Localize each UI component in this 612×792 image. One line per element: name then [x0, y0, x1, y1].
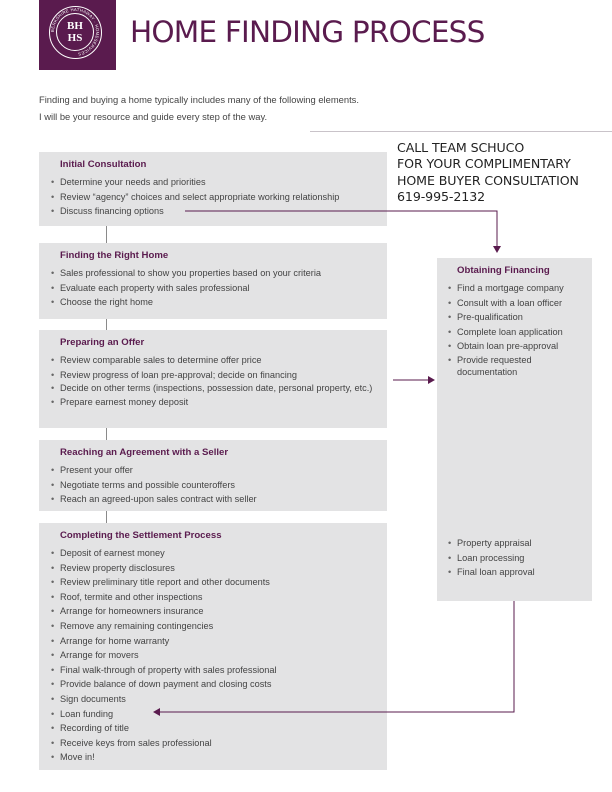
- page-title: HOME FINDING PROCESS: [130, 15, 485, 49]
- intro-text: Finding and buying a home typically includes many of the following elements. I will be your resource and guide every step of the way.: [39, 94, 359, 122]
- list-item: • Discuss financing options: [51, 204, 387, 219]
- list-item: • Sales professional to show you properties based on your criteria: [51, 266, 387, 281]
- list-item: • Review preliminary title report and other documents: [51, 575, 387, 590]
- list-item: • Move in!: [51, 750, 387, 765]
- list-item: • Loan processing: [448, 551, 535, 566]
- list-item: • Reach an agreed-upon sales contract with seller: [51, 492, 387, 507]
- list-item: • Arrange for movers: [51, 648, 387, 663]
- arrow-financing-to-loan-funding: [160, 601, 514, 712]
- list-item: • Review comparable sales to determine offer price: [51, 353, 376, 368]
- list-item: • Find a mortgage company: [448, 281, 586, 296]
- list-item: • Negotiate terms and possible counteroffers: [51, 478, 387, 493]
- list-item: • Property appraisal: [448, 536, 535, 551]
- list-item: • Arrange for homeowners insurance: [51, 604, 387, 619]
- phone-number[interactable]: 619-995-2132: [397, 188, 486, 204]
- section-heading: Preparing an Offer: [60, 337, 145, 348]
- section-heading: Finding the Right Home: [60, 250, 169, 261]
- arrowhead-left: [153, 708, 160, 716]
- list-item: • Review property disclosures: [51, 561, 387, 576]
- list-item: • Remove any remaining contingencies: [51, 619, 387, 634]
- list-item: • Deposit of earnest money: [51, 546, 387, 561]
- list-item: • Pre-qualification: [448, 310, 586, 325]
- list-item: • Final loan approval: [448, 565, 535, 580]
- list-item: • Final walk-through of property with sales professional: [51, 663, 387, 678]
- svg-text:BERKSHIRE HATHAWAY · HOMESERVI: BERKSHIRE HATHAWAY · HOMESERVICES: [50, 7, 100, 57]
- list-item: • Review progress of loan pre-approval; decide on financing: [51, 368, 376, 383]
- list-item: • Provide requested documentation: [448, 354, 552, 379]
- section-heading: Completing the Settlement Process: [60, 530, 222, 541]
- section-heading: Initial Consultation: [60, 159, 147, 170]
- list-item: • Prepare earnest money deposit: [51, 395, 376, 410]
- list-item: • Provide balance of down payment and closing costs: [51, 677, 387, 692]
- list-item: • Receive keys from sales professional: [51, 736, 387, 751]
- list-item: • Complete loan application: [448, 325, 586, 340]
- list-item: • Choose the right home: [51, 295, 387, 310]
- list-item: • Arrange for home warranty: [51, 634, 387, 649]
- logo-monogram: BH HS: [67, 20, 83, 44]
- section-heading: Obtaining Financing: [457, 265, 550, 276]
- list-item: • Present your offer: [51, 463, 387, 478]
- arrowhead-right: [428, 376, 435, 384]
- list-item: • Consult with a loan officer: [448, 296, 586, 311]
- list-item: • Loan funding: [51, 707, 387, 722]
- arrow-financing-to-box: [185, 211, 497, 246]
- list-item: • Evaluate each property with sales professional: [51, 281, 387, 296]
- list-item: • Review “agency” choices and select appropriate working relationship: [51, 190, 387, 205]
- list-item: • Roof, termite and other inspections: [51, 590, 387, 605]
- section-heading: Reaching an Agreement with a Seller: [60, 447, 229, 458]
- list-item: • Sign documents: [51, 692, 387, 707]
- list-item: • Obtain loan pre-approval: [448, 339, 586, 354]
- call-to-action: CALL TEAM SCHUCO FOR YOUR COMPLIMENTARY HOME BUYER CONSULTATION 619-995-2132: [397, 140, 579, 204]
- list-item: • Recording of title: [51, 721, 387, 736]
- arrowhead-down: [493, 246, 501, 253]
- list-item: • Determine your needs and priorities: [51, 175, 387, 190]
- list-item: • Decide on other terms (inspections, possession date, personal property, etc.): [51, 382, 376, 395]
